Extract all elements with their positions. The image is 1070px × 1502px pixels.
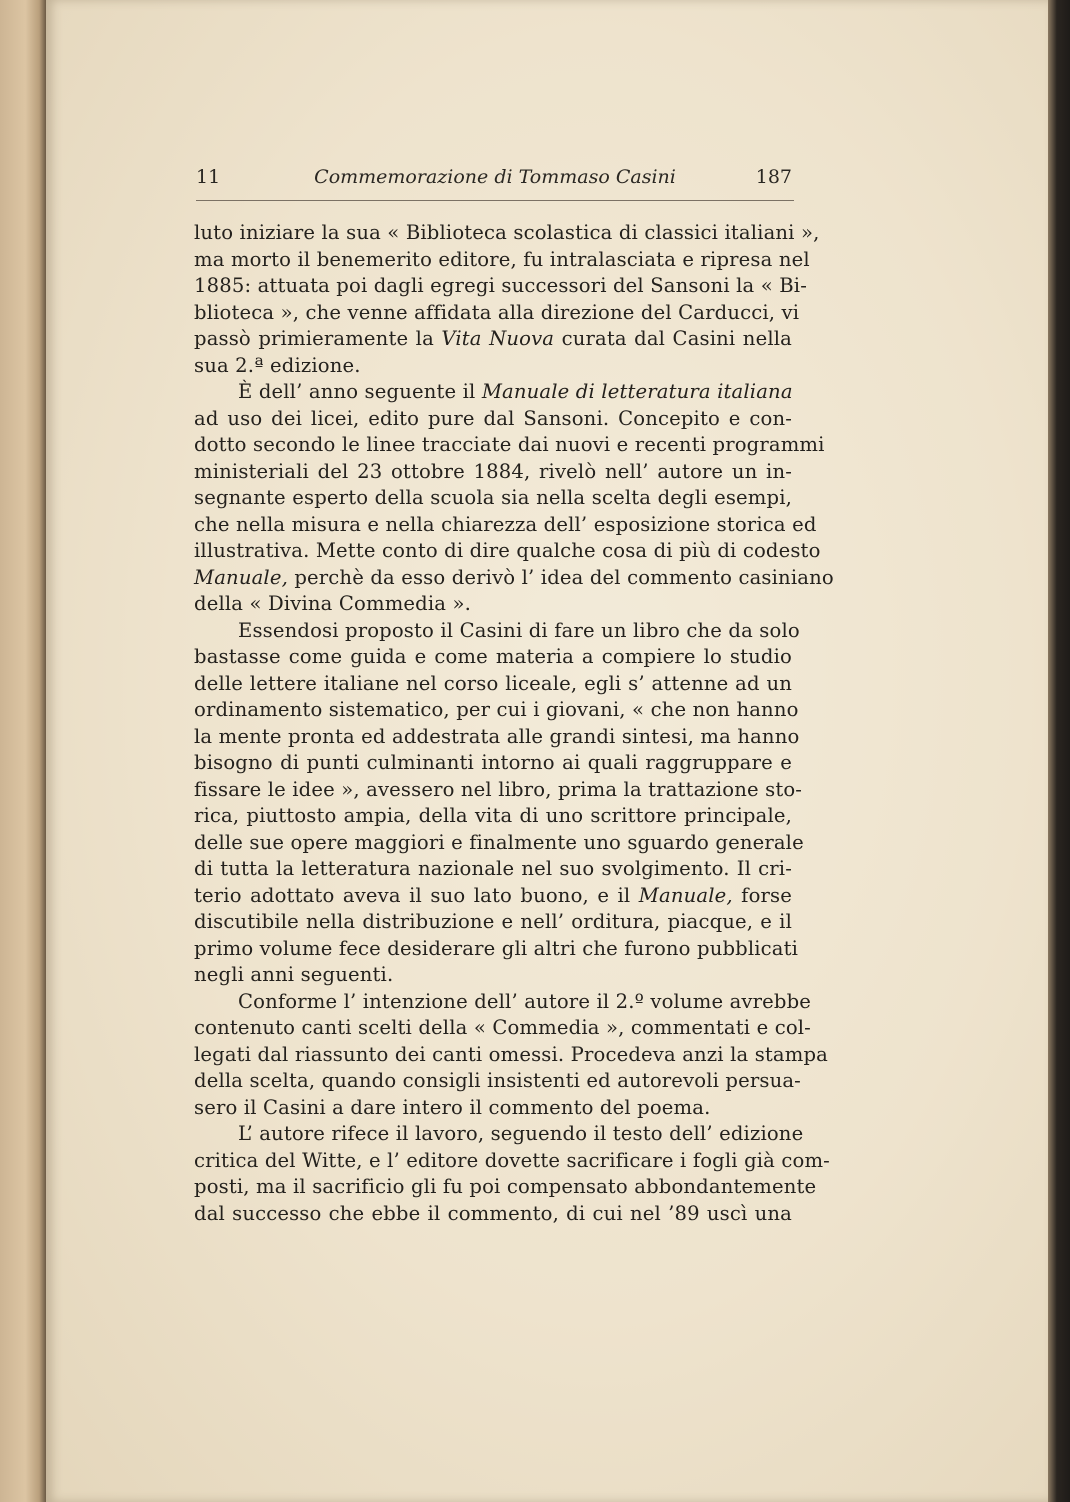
text-line: legati dal riassunto dei canti omessi. Procedeva anzi la stampa [194,1042,829,1066]
text-line: L’ autore rifece il lavoro, seguendo il testo dell’ edizione [238,1122,804,1145]
text-fragment: passò primieramente la [194,327,442,350]
text-line: dotto secondo le linee tracciate dai nuovi e recenti programmi [194,433,825,456]
text-line: della « Divina Commedia ». [194,592,472,615]
text-line: contenuto canti scelti della « Commedia », commentati e col- [194,1016,811,1039]
body-text [194,220,834,1227]
text-line: bisogno di punti culminanti intorno ai quali raggruppare e [194,751,792,774]
page-number: 187 [755,166,792,188]
left-page-edge [0,0,46,1502]
text-line: critica del Witte, e l’ editore dovette sacrificare i fogli già com- [194,1148,830,1172]
text-line [194,379,792,406]
text-fragment: terio adottato aveva il suo lato buono, e il [194,883,639,907]
text-line: rica, piuttosto ampia, della vita di uno scrittore principale, [194,804,792,827]
text-line: fissare le idee », avessero nel libro, prima la trattazione sto- [194,777,803,801]
text-line: illustrativa. Mette conto di dire qualche cosa di più di codesto [194,539,821,562]
text-line: bastasse come guida e come materia a compiere lo studio [194,645,792,668]
text-line: segnante esperto della scuola sia nella scelta degli esempi, [194,486,792,509]
text-line: luto iniziare la sua « Biblioteca scolastica di classici italiani », [194,221,820,244]
text-line: blioteca », che venne affidata alla direzione del Carducci, vi [194,300,800,324]
text-fragment: perchè da esso derivò l’ idea del commento casiniano [287,565,834,589]
text-fragment: curata dal Casini nella [554,327,792,350]
text-line [194,883,792,910]
text-line: sua 2.ª edizione. [194,353,361,377]
text-line: delle sue opere maggiori e finalmente uno sguardo generale [194,830,804,854]
running-header [196,160,794,200]
text-line: la mente pronta ed addestrata alle grandi sintesi, ma hanno [194,724,800,748]
text-line: negli anni seguenti. [194,963,394,986]
text-line: discutibile nella distribuzione e nell’ orditura, piacque, e il [194,910,792,933]
header-rule [196,200,794,201]
italic-title: Manuale di letteratura italiana [481,380,793,403]
text-fragment: È dell’ anno seguente il [238,380,482,403]
italic-title: Manuale, [194,565,288,589]
italic-title: Manuale, [638,883,733,907]
right-page-edge [1048,0,1070,1502]
text-line: di tutta la letteratura nazionale nel suo svolgimento. Il cri- [194,857,792,880]
text-line: ordinamento sistematico, per cui i giovani, « che non hanno [194,698,799,721]
text-fragment: forse [732,883,792,907]
text-line: Essendosi proposto il Casini di fare un libro che da solo [238,618,800,642]
text-line: primo volume fece desiderare gli altri che furono pubblicati [194,936,799,960]
text-line: della scelta, quando consigli insistenti ed autorevoli persua- [194,1069,801,1092]
text-line: 1885: attuata poi dagli egregi successori del Sansoni la « Bi- [194,274,807,297]
text-line: sero il Casini a dare intero il commento del poema. [194,1095,711,1119]
text-line [194,326,792,353]
italic-title: Vita Nuova [441,327,555,350]
chapter-number: 11 [196,166,221,188]
text-line: ad uso dei licei, edito pure dal Sansoni. Concepito e con- [194,406,792,430]
text-line [194,565,834,592]
text-line: posti, ma il sacrificio gli fu poi compensato abbondantemente [194,1175,817,1198]
text-line: Conforme l’ intenzione dell’ autore il 2.º volume avrebbe [238,989,812,1013]
text-line: delle lettere italiane nel corso liceale, egli s’ attenne ad un [194,671,792,695]
text-line: ma morto il benemerito editore, fu intralasciata e ripresa nel [194,247,810,271]
text-line: che nella misura e nella chiarezza dell’ esposizione storica ed [194,512,817,536]
running-title: Commemorazione di Tommaso Casini [314,166,676,188]
text-line: ministeriali del 23 ottobre 1884, rivelò nell’ autore un in- [194,459,792,483]
text-line: dal successo che ebbe il commento, di cui nel ’89 uscì una [194,1201,792,1225]
